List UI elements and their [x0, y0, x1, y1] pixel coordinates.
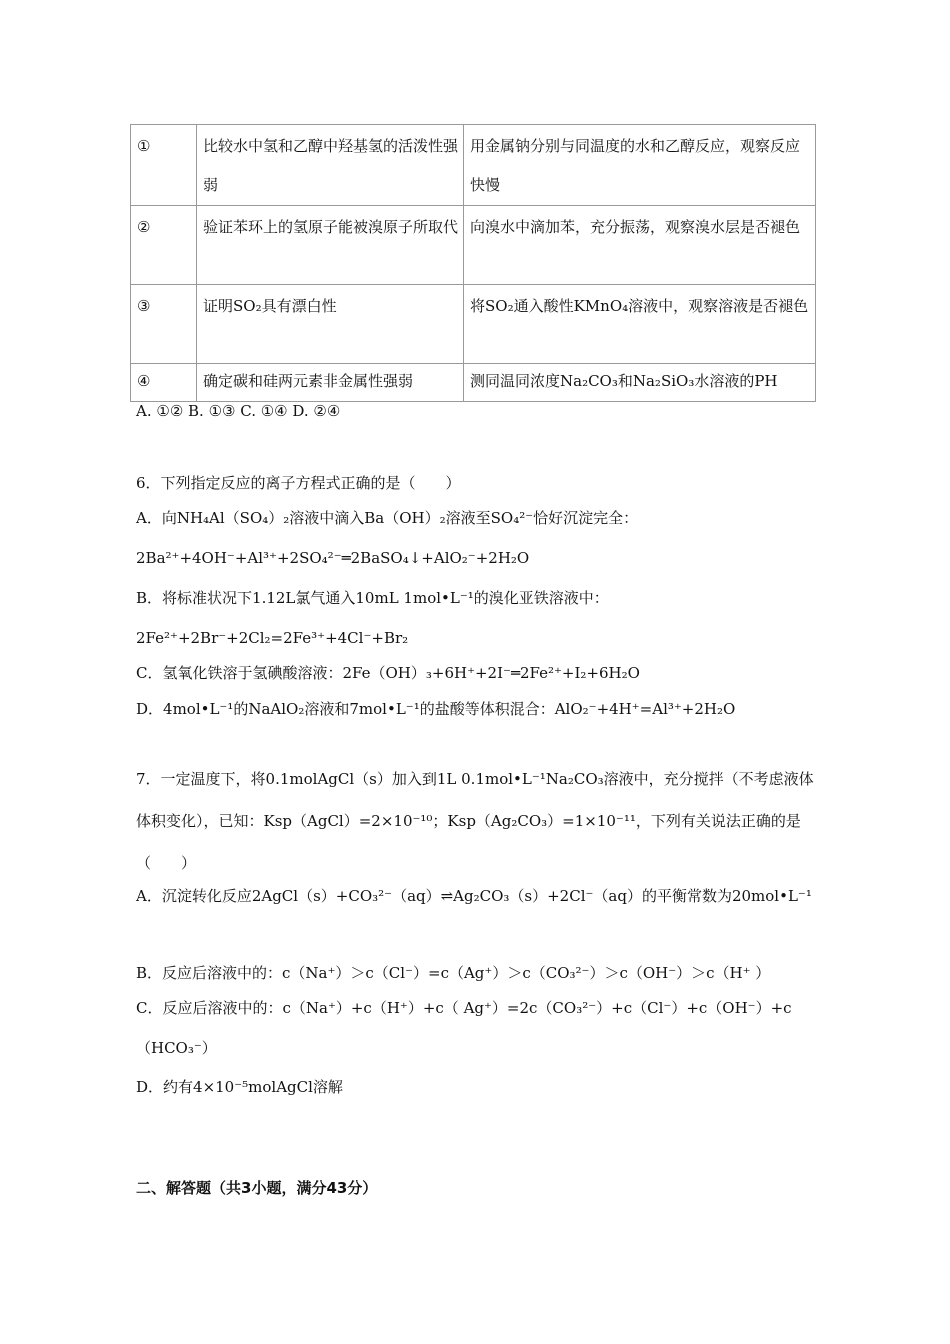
experiment-table [130, 124, 816, 402]
table-row [131, 285, 816, 364]
table-row [131, 364, 816, 402]
q7-stem: 7．一定温度下，将0.1molAgCl（s）加入到1L 0.1mol•L⁻¹Na₂CO₃溶液中，充分搅拌（不考虑液体体积变化），已知：Ksp（AgCl）=2×10⁻¹⁰；Ksp（Ag₂CO₃）=1×10⁻¹¹，下列有关说法正确的是（ ） [136, 770, 814, 872]
experiment-method: 将SO₂通入酸性KMnO₄溶液中，观察溶液是否褪色 [464, 285, 816, 364]
section-heading: 二、解答题（共3小题，满分43分） [136, 1179, 378, 1197]
row-number: ④ [131, 364, 197, 402]
row-number: ② [131, 206, 197, 285]
experiment-purpose: 验证苯环上的氢原子能被溴原子所取代 [197, 206, 464, 285]
q7-option-c: C．反应后溶液中的：c（Na⁺）+c（H⁺）+c（ Ag⁺）=2c（CO₃²⁻）+c（Cl⁻）+c（OH⁻）+c（HCO₃⁻） [136, 999, 792, 1057]
q7-option-a: A．沉淀转化反应2AgCl（s）+CO₃²⁻（aq）⇌Ag₂CO₃（s）+2Cl⁻（aq）的平衡常数为20mol•L⁻¹ [136, 887, 812, 905]
q7-option-b: B．反应后溶液中的：c（Na⁺）＞c（Cl⁻）=c（Ag⁺）＞c（CO₃²⁻）＞c（OH⁻）＞c（H⁺ ） [136, 964, 771, 982]
table-row [131, 125, 816, 206]
row-number: ③ [131, 285, 197, 364]
experiment-method: 测同温同浓度Na₂CO₃和Na₂SiO₃水溶液的PH [464, 364, 816, 402]
row-number: ① [131, 125, 197, 206]
experiment-purpose: 确定碳和硅两元素非金属性强弱 [197, 364, 464, 402]
q6-option-b: B．将标准状况下1.12L氯气通入10mL 1mol•L⁻¹的溴化亚铁溶液中：2Fe²⁺+2Br⁻+2Cl₂=2Fe³⁺+4Cl⁻+Br₂ [136, 589, 609, 647]
experiment-method: 用金属钠分别与同温度的水和乙醇反应，观察反应快慢 [464, 125, 816, 206]
q6-option-c: C．氢氧化铁溶于氢碘酸溶液：2Fe（OH）₃+6H⁺+2I⁻═2Fe²⁺+I₂+6H₂O [136, 664, 640, 682]
q6-option-d: D．4mol•L⁻¹的NaAlO₂溶液和7mol•L⁻¹的盐酸等体积混合：AlO₂⁻+4H⁺=Al³⁺+2H₂O [136, 700, 736, 718]
table-row [131, 206, 816, 285]
experiment-method: 向溴水中滴加苯，充分振荡，观察溴水层是否褪色 [464, 206, 816, 285]
experiment-purpose: 证明SO₂具有漂白性 [197, 285, 464, 364]
experiment-purpose: 比较水中氢和乙醇中羟基氢的活泼性强弱 [197, 125, 464, 206]
q7-option-d: D．约有4×10⁻⁵molAgCl溶解 [136, 1078, 343, 1096]
q6-stem: 6．下列指定反应的离子方程式正确的是（ ） [136, 474, 461, 492]
q5-options: A. ①② B. ①③ C. ①④ D. ②④ [136, 402, 341, 420]
q6-option-a: A．向NH₄Al（SO₄）₂溶液中滴入Ba（OH）₂溶液至SO₄²⁻恰好沉淀完全：2Ba²⁺+4OH⁻+Al³⁺+2SO₄²⁻═2BaSO₄↓+AlO₂⁻+2H₂O [136, 509, 639, 567]
